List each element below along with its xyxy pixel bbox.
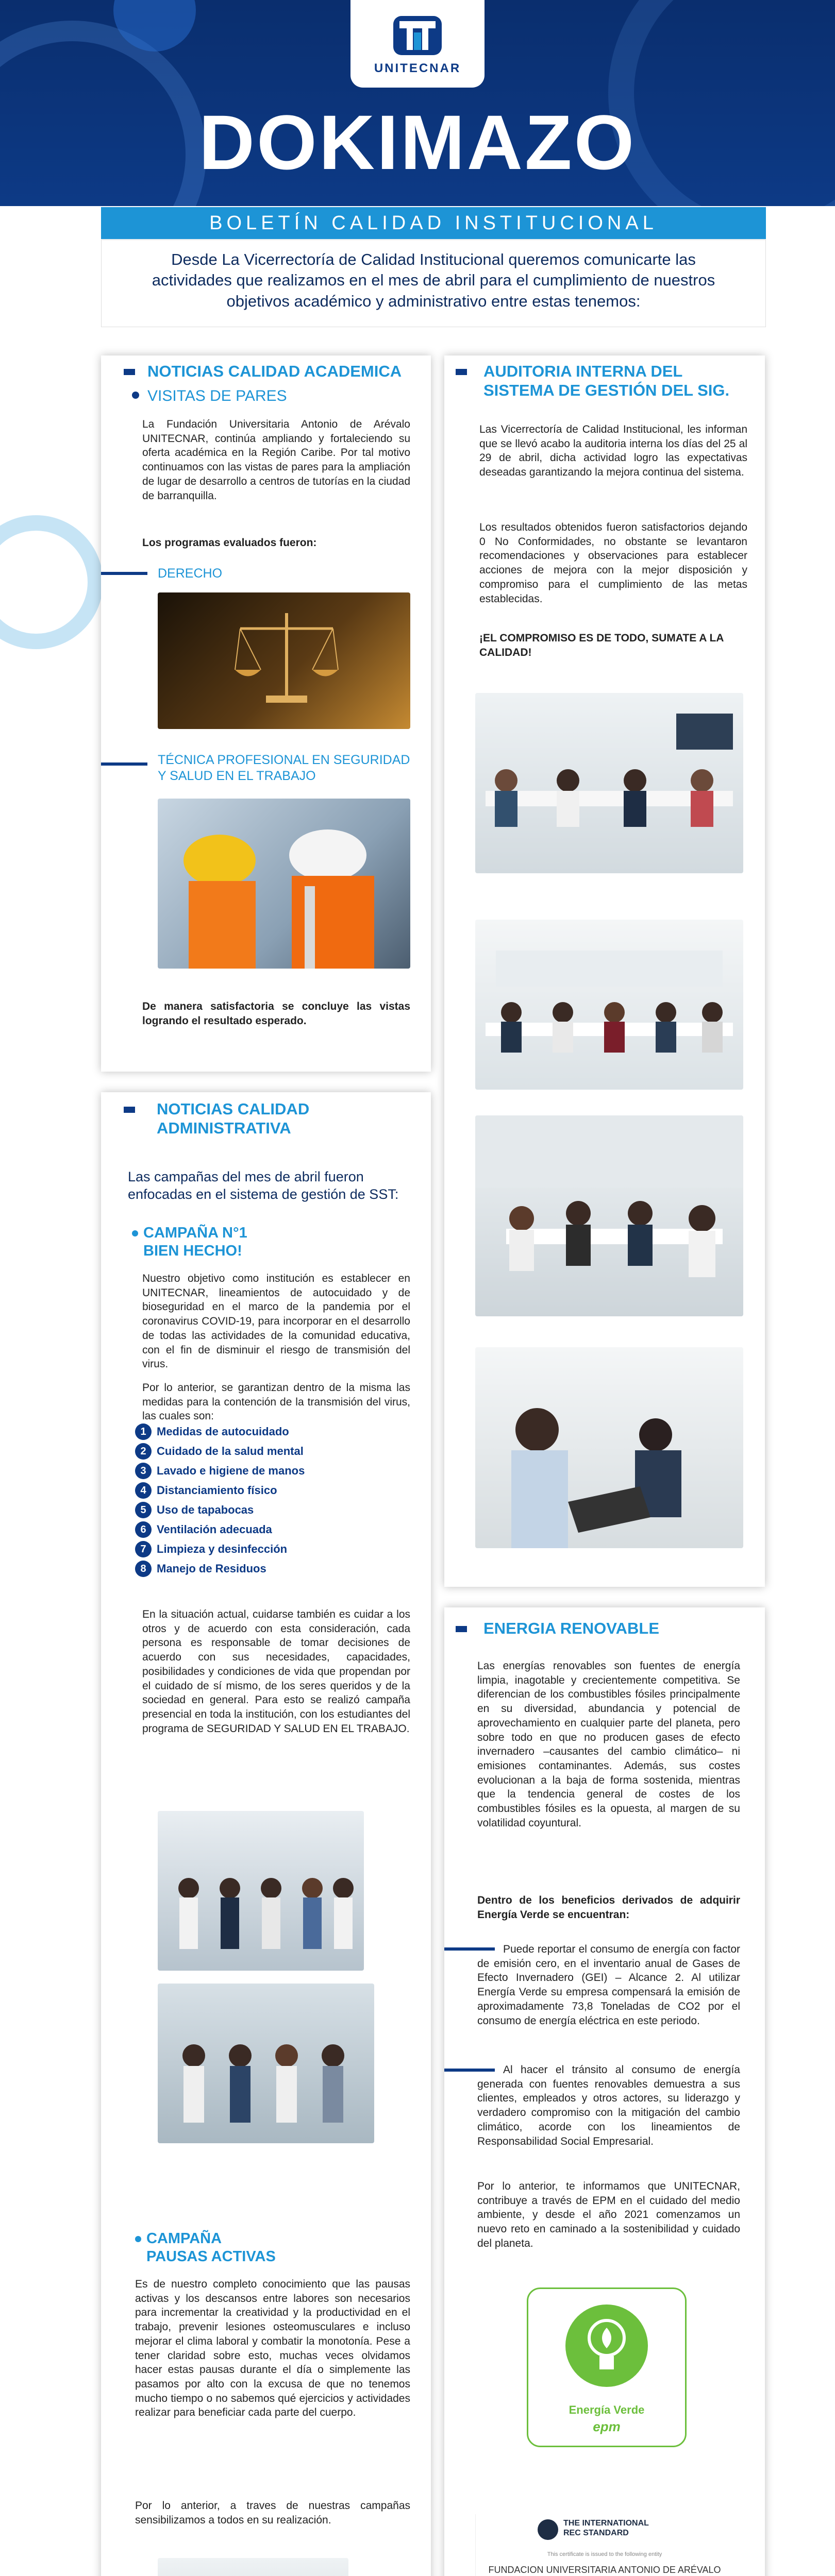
unitecnar-logo	[350, 0, 485, 88]
measure-item: 5 Uso de tapabocas	[135, 1500, 305, 1520]
photo-campana-bien-hecho-1	[158, 1811, 364, 1971]
benefits-heading: Dentro de los beneficios derivados de adquirir Energía Verde se encuentran:	[477, 1894, 740, 1921]
section-marker	[456, 1626, 467, 1632]
scale-of-justice-icon	[158, 592, 410, 729]
bullet-dot	[132, 392, 139, 399]
section-marker	[124, 1107, 135, 1113]
workers-hardhat-icon	[158, 799, 410, 969]
measure-item: 7 Limpieza y desinfección	[135, 1539, 305, 1559]
intro-text: Desde La Vicerrectoría de Calidad Institucional queremos comunicarte las actividades que realizamos en el mes de abril para el cumplimiento de nuestros objetivos académico y administrativo entre estas tenemos:	[101, 240, 766, 327]
photo-auditoria-2	[475, 920, 743, 1090]
photo-seguridad-salud	[158, 799, 410, 969]
benefit-2: Al hacer el tránsito al consumo de energía generada con fuentes renovables demuestra a sus clientes, empleados y otros actores, su liderazgo y verdadero compromiso con la mitigación del cambio climático, acorde con los lineamientos de Responsabilidad Social Empresarial.	[477, 2064, 740, 2147]
bullet-dot	[132, 1230, 138, 1236]
unitecnar-logo-icon	[389, 12, 446, 58]
meeting-room-icon	[475, 920, 743, 1090]
meeting-room-icon	[475, 1115, 743, 1316]
irec-logo-icon	[538, 2519, 558, 2540]
program-sst: TÉCNICA PROFESIONAL EN SEGURIDAD Y SALUD EN EL TRABAJO	[158, 753, 410, 784]
epm-brand: epm	[593, 2419, 621, 2434]
paragraph: La Fundación Universitaria Antonio de Arévalo UNITECNAR, continúa ampliando y fortaleciendo su oferta académica en la Región Caribe. Por tal motivo continuamos con las vistas de pares para la ampliación de lugar de desarrollo a centros de tutorías en la ciudad de barranquilla.	[142, 418, 410, 502]
paragraph: Por lo anterior, se garantizan dentro de la misma las medidas para la contención de la transmisión del virus, las cuales son:	[142, 1382, 410, 1422]
programs-label: Los programas evaluados fueron:	[142, 537, 317, 549]
lead-text: Las campañas del mes de abril fueron enfocadas en el sistema de gestión de SST:	[128, 1169, 399, 1202]
paragraph: Por lo anterior, a traves de nuestras campañas sensibilizamos a todos en su realización.	[135, 2500, 410, 2526]
group-photo-icon	[158, 1984, 374, 2143]
header-banner	[0, 0, 835, 206]
laptop-meeting-icon	[475, 1347, 743, 1548]
photo-auditoria-4	[475, 1347, 743, 1548]
paragraph: Las energías renovables son fuentes de energía limpia, inagotable y crecientemente competitiva. Se diferencian de los combustibles fósiles principalmente en su diversidad, abundancia y potencial de aprovechamiento en cualquier parte del planeta, pero sobre todo en que no producen gases de efecto invernadero –causantes del cambio climático– ni emisiones contaminantes. Además, sus costes evolucionan a la baja de forma sostenida, mientras que la tendencia general de costes de los combustibles fósiles es la opuesta, al margen de su volatilidad coyuntural.	[477, 1660, 740, 1829]
section-marker	[124, 369, 135, 375]
measure-item: 6 Ventilación adecuada	[135, 1520, 305, 1539]
measure-item: 1 Medidas de autocuidado	[135, 1422, 305, 1442]
section-heading: NOTICIAS CALIDAD ADMINISTRATIVA	[157, 1100, 310, 1138]
irec-certificate	[475, 2514, 733, 2576]
paragraph: Nuestro objetivo como institución es establecer en UNITECNAR, lineamientos de autocuidado y de bioseguridad en el marco de la pandemia por el coronavirus COVID-19, para incorporar en el desarrollo de todas las actividades de la comunidad educativa, con el fin de disminuir el riesgo de transmisión del virus.	[142, 1273, 410, 1370]
paragraph: En la situación actual, cuidarse también es cuidar a los otros y de acuerdo con esta consideración, cada persona es responsable de tomar decisiones de acuerdo con sus necesidades, capacidades, posibilidades y condiciones de vida que propendan por el cuidado de sí mismo, de los seres queridos y de la sociedad en general. Para esto se realizó campaña presencial en toda la institución, con los estudiantes del programa de SEGURIDAD Y SALUD EN EL TRABAJO.	[142, 1608, 410, 1735]
closing-text: De manera satisfactoria se concluye las vistas logrando el resultado esperado.	[142, 1001, 410, 1027]
paragraph: Las Vicerrectoría de Calidad Institucional, les informan que se llevó acabo la auditoria interna los días del 25 al 29 de abril, dicha actividad logro las expectativas deseadas garantizando la mejora continua del sistema.	[479, 423, 747, 479]
subheading-visitas-pares: VISITAS DE PARES	[147, 387, 287, 404]
program-derecho: DERECHO	[158, 566, 223, 581]
newsletter-subtitle: BOLETÍN CALIDAD INSTITUCIONAL	[101, 207, 766, 239]
section-heading: ENERGIA RENOVABLE	[483, 1619, 660, 1637]
decorative-ring	[0, 515, 103, 649]
slogan: ¡EL COMPROMISO ES DE TODO, SUMATE A LA CALIDAD!	[479, 632, 724, 658]
photo-campana-bien-hecho-2	[158, 1984, 374, 2143]
photo-pausas-activas-1	[158, 2558, 348, 2576]
section-marker	[456, 369, 467, 375]
campaign2-title: CAMPAÑA PAUSAS ACTIVAS	[146, 2230, 276, 2265]
paragraph: Por lo anterior, te informamos que UNITECNAR, contribuye a través de EPM en el cuidado del medio ambiente, y desde el año 2021 comenzamos un nuevo reto en caminado a la sostenibilidad y cuidado del planeta.	[477, 2180, 740, 2249]
cert-small: This certificate is issued to the following entity	[547, 2551, 662, 2557]
campaign1-title: CAMPAÑA N°1 BIEN HECHO!	[143, 1225, 247, 1259]
measure-item: 3 Lavado e higiene de manos	[135, 1461, 305, 1481]
dash-accent	[101, 762, 147, 766]
section-heading: AUDITORIA INTERNA DEL SISTEMA DE GESTIÓN DEL SIG.	[483, 362, 730, 400]
lightbulb-leaf-icon	[528, 2289, 685, 2413]
paragraph: Es de nuestro completo conocimiento que las pausas activas y los descansos entre labores son necesarios para incrementar la creatividad y la productividad en el trabajo, prevenir lesiones osteomusculares e incluso mejorar el clima laboral y combatir la monotonía. Pese a tener claridad sobre esto, muchas veces olvidamos hacer estas pausas durante el día o simplemente las pasamos por alto con la excusa de que no tenemos mucho tiempo o no sabemos qué ejercicios y actividades realizar para beneficiar cada parte del cuerpo.	[135, 2278, 410, 2419]
logo-text: UNITECNAR	[374, 61, 461, 75]
card-energia-renovable	[444, 1607, 765, 2576]
benefit-1: Puede reportar el consumo de energía con factor de emisión cero, en el inventario anual de Gases de Efecto Invernadero (GEI) – Alcance 2. Al utilizar Energía Verde su empresa compensará la emisión de aproximadamente 73,8 Toneladas de CO2 por el consumo de energía eléctrica en este periodo.	[477, 1943, 740, 2027]
card-auditoria-interna	[444, 355, 765, 1587]
card-calidad-academica	[101, 355, 431, 1072]
cert-beneficiary: FUNDACION UNIVERSITARIA ANTONIO DE ARÉVALO	[488, 2565, 721, 2575]
paragraph: Los resultados obtenidos fueron satisfactorios dejando 0 No Conformidades, no obstante se levantaron recomendaciones y observaciones para establecer acciones de mejora con la mejor disposición y compromiso para el cumplimiento de las metas establecidas.	[479, 521, 747, 605]
bullet-dot	[135, 2236, 141, 2242]
cert-org: THE INTERNATIONAL REC STANDARD	[563, 2519, 649, 2538]
photo-derecho	[158, 592, 410, 729]
energia-verde-badge	[527, 2287, 687, 2447]
photo-auditoria-1	[475, 693, 743, 873]
meeting-room-icon	[475, 693, 743, 873]
card-calidad-administrativa	[101, 1092, 431, 2576]
exercise-group-icon	[158, 2558, 348, 2576]
badge-label: Energía Verde	[569, 2403, 645, 2416]
group-photo-icon	[158, 1811, 364, 1971]
newsletter-title: DOKIMAZO	[198, 99, 637, 185]
measure-item: 2 Cuidado de la salud mental	[135, 1442, 305, 1461]
photo-auditoria-3	[475, 1115, 743, 1316]
measure-item: 8 Manejo de Residuos	[135, 1559, 305, 1579]
measure-item: 4 Distanciamiento físico	[135, 1481, 305, 1500]
measures-list	[135, 1422, 305, 1579]
dash-accent	[101, 572, 147, 575]
section-heading: NOTICIAS CALIDAD ACADEMICA	[147, 362, 402, 380]
